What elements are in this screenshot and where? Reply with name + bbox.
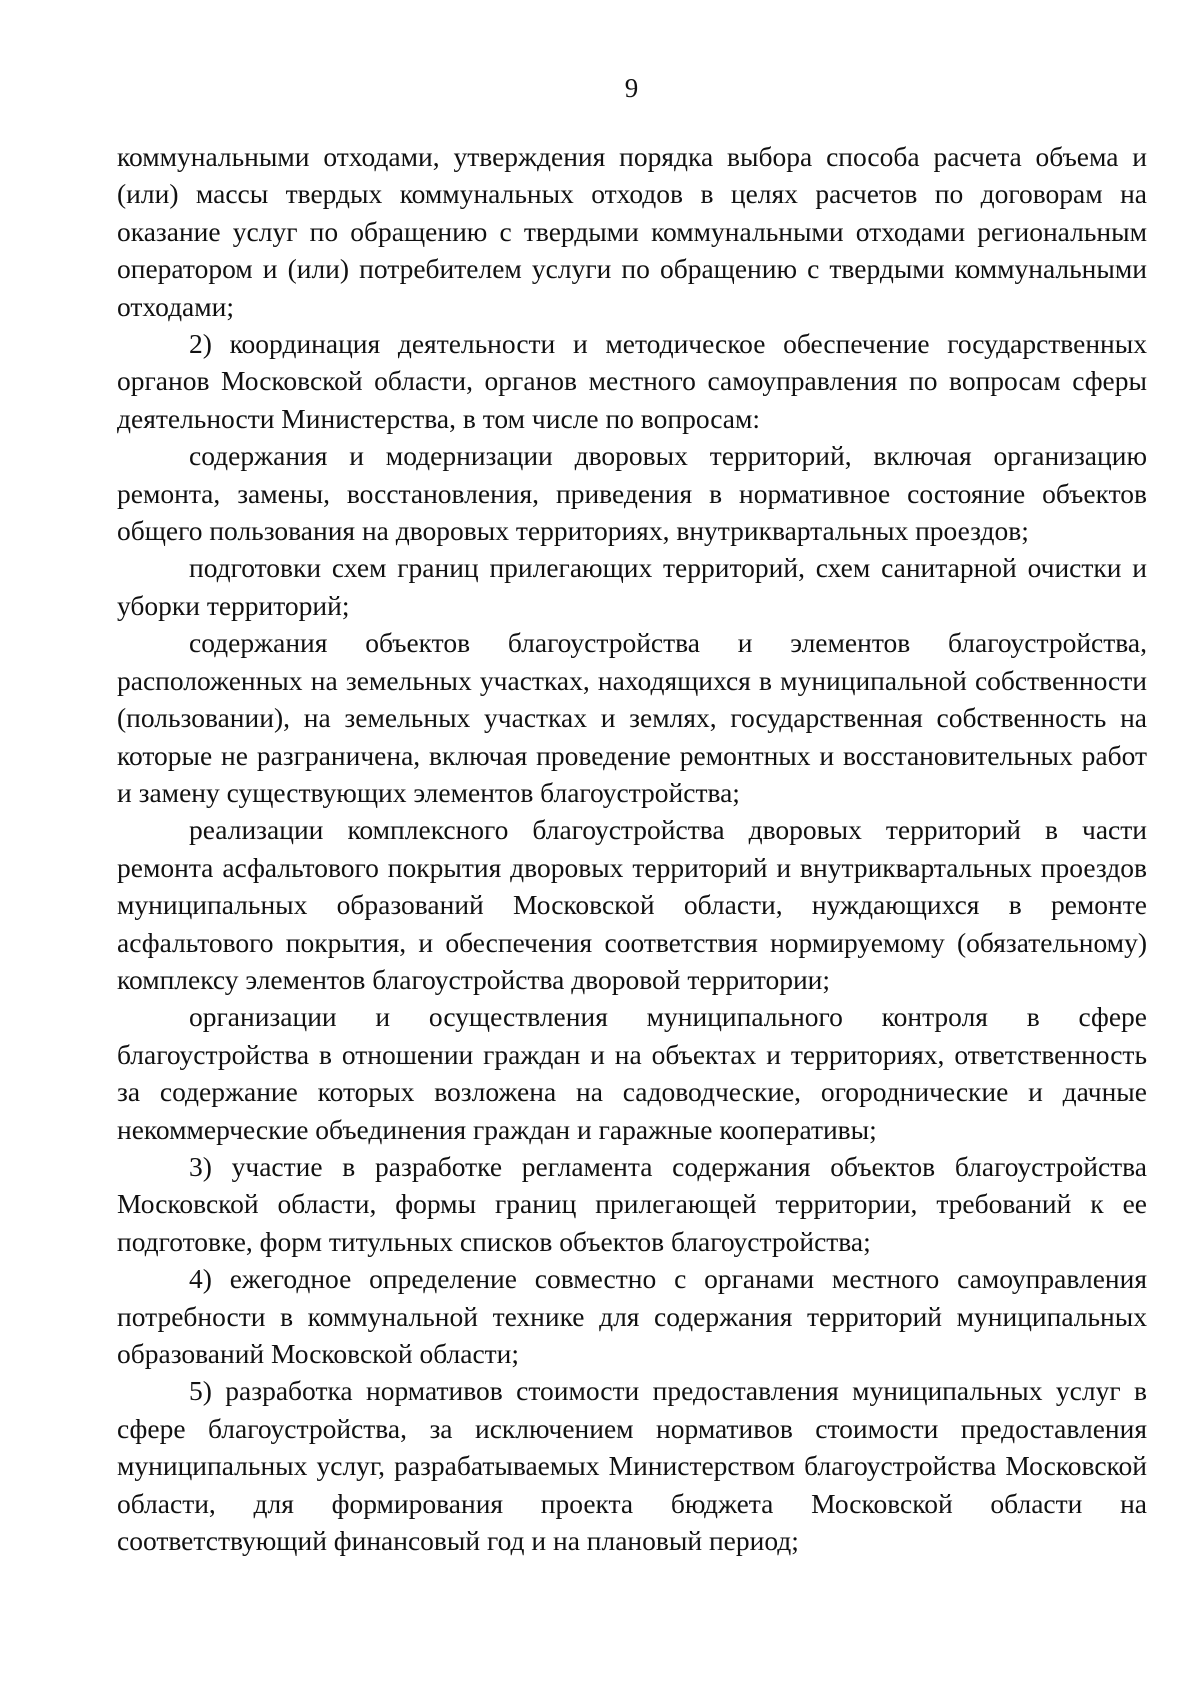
page-number: 9	[624, 73, 639, 103]
paragraph-subitem-improvement-objects: содержания объектов благоустройства и элементов благоустройства, расположенных на земельных участках, находящихся в муниципальной собственности (пользовании), на земельных участках и землях, государственная собственность на которые не разграничена, включая проведение ремонтных и восстановительных работ и замену существующих элементов благоустройства;	[117, 627, 1147, 808]
paragraph-subitem-boundary-schemes: подготовки схем границ прилегающих территорий, схем санитарной очистки и уборки территорий;	[117, 552, 1147, 621]
paragraph-subitem-municipal-control: организации и осуществления муниципального контроля в сфере благоустройства в отношении граждан и на объектах и территориях, ответственность за содержание которых возложена на садоводческие, огороднические и дачные некоммерческие объединения граждан и гаражные кооперативы;	[117, 1001, 1147, 1145]
paragraph-subitem-asphalt-repair: реализации комплексного благоустройства дворовых территорий в части ремонта асфальтового покрытия дворовых территорий и внутриквартальных проездов муниципальных образований Московской области, нуждающихся в ремонте асфальтового покрытия, и обеспечения соответствия нормируемому (обязательному) комплексу элементов благоустройства дворовой территории;	[117, 814, 1147, 995]
paragraph-item-2: 2) координация деятельности и методическое обеспечение государственных органов Московской области, органов местного самоуправления по вопросам сферы деятельности Министерства, в том числе по вопросам:	[117, 328, 1147, 434]
paragraph-item-3: 3) участие в разработке регламента содержания объектов благоустройства Московской области, формы границ прилегающей территории, требований к ее подготовке, форм титульных списков объектов благоустройства;	[117, 1150, 1147, 1257]
document-body	[117, 138, 1147, 1559]
paragraph-subitem-yard-maintenance: содержания и модернизации дворовых территорий, включая организацию ремонта, замены, восстановления, приведения в нормативное состояние объектов общего пользования на дворовых территориях, внутриквартальных проездов;	[117, 440, 1147, 547]
paragraph-continuation: коммунальными отходами, утверждения порядка выбора способа расчета объема и (или) массы твердых коммунальных отходов в целях расчетов по договорам на оказание услуг по обращению с твердыми коммунальными отходами региональным оператором и (или) потребителем услуги по обращению с твердыми коммунальными отходами;	[117, 141, 1147, 322]
paragraph-item-4: 4) ежегодное определение совместно с органами местного самоуправления потребности в коммунальной технике для содержания территорий муниципальных образований Московской области;	[117, 1263, 1147, 1369]
paragraph-item-5: 5) разработка нормативов стоимости предоставления муниципальных услуг в сфере благоустройства, за исключением нормативов стоимости предоставления муниципальных услуг, разрабатываемых Министерством благоустройства Московской области, для формирования проекта бюджета Московской области на соответствующий финансовый год и на плановый период;	[117, 1375, 1147, 1557]
